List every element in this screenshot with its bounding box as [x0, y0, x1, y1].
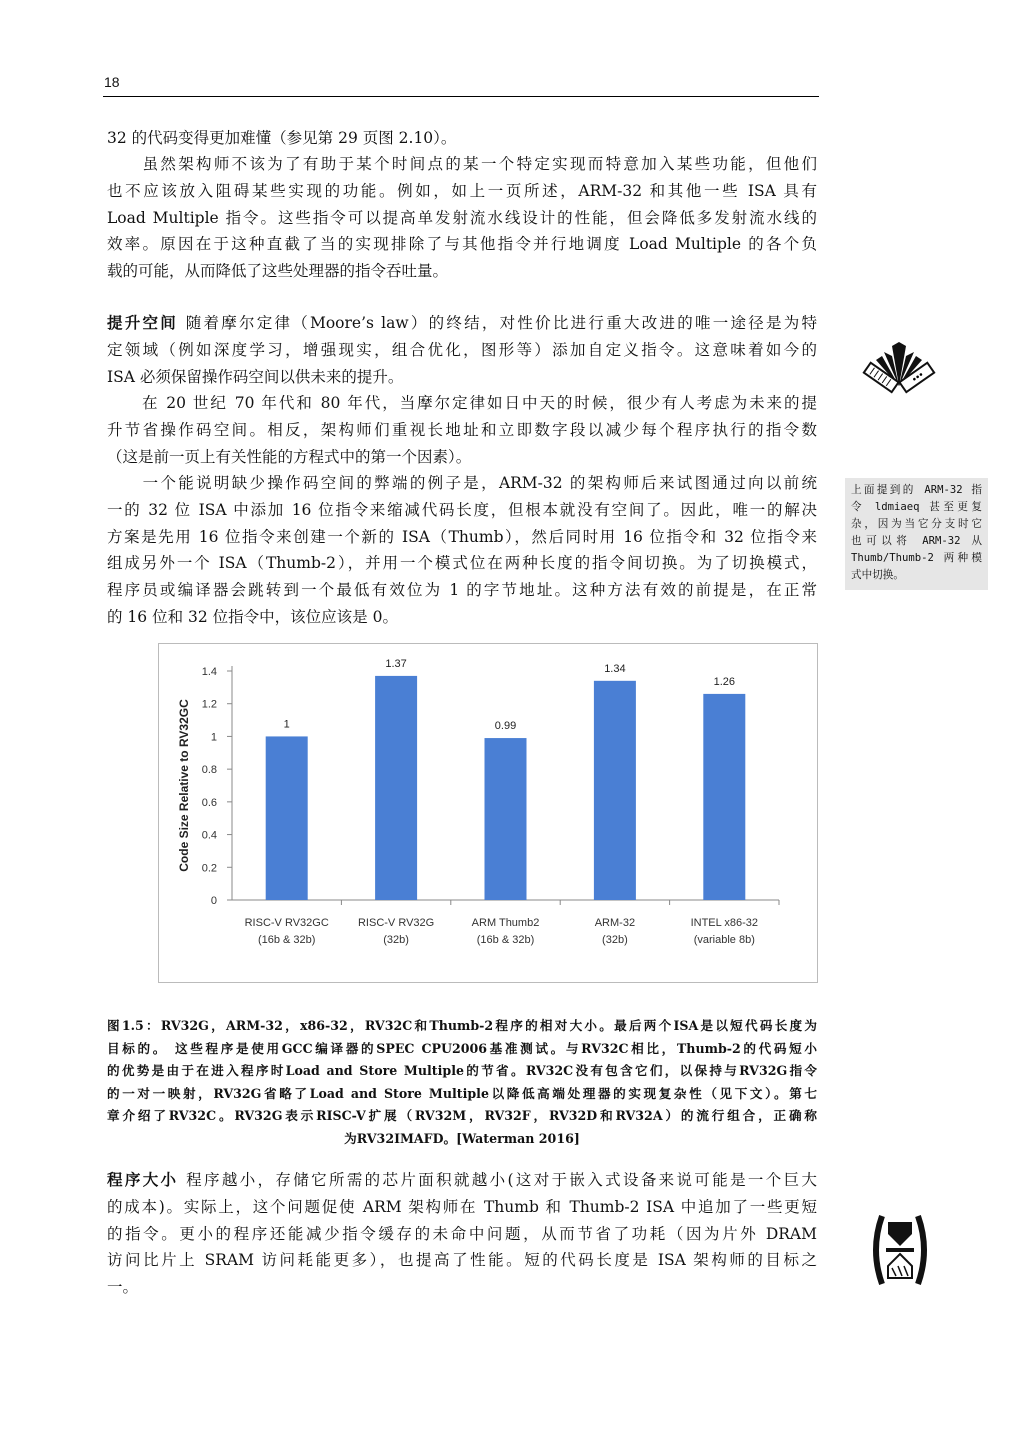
text: 效率。原因在于这种直截了当的实现排除了与其他指令并行地调度 Load Multiple 的各个负	[107, 235, 817, 254]
text: 载的可能，从而降低了这些处理器的指令吞吐量。	[107, 262, 449, 281]
x-tick-label: RISC-V RV32GC	[244, 917, 329, 929]
chart-svg	[159, 644, 817, 982]
caption-line: 为RV32IMAFD。[Waterman 2016]	[344, 1130, 580, 1146]
program-size-compress-icon	[868, 1212, 932, 1288]
text: 的指令。更小的程序还能减少指令缓存的未命中问题，从而节省了功耗（因为片外 DRAM	[107, 1224, 817, 1243]
paragraph-program-size	[107, 1167, 817, 1301]
text-line	[107, 550, 817, 577]
y-tick-label: 1	[210, 731, 217, 744]
sidenote	[845, 478, 988, 590]
text: 随着摩尔定律（Moore’s law）的终结，对性价比进行重大改进的唯一途径是为特	[185, 314, 817, 332]
opcode-space-fan-icon	[862, 342, 936, 394]
text-line	[107, 444, 817, 471]
text: 组成另外一个 ISA（Thumb-2），并用一个模式位在两种长度的指令间切换。为了切换模式，	[107, 554, 817, 573]
text: 一的 32 位 ISA 中添加 16 位指令来缩减代码长度，但根本就没有空间了。因此，唯一的解决	[107, 500, 817, 519]
text-line	[107, 258, 817, 285]
x-tick-label: INTEL x86-32	[690, 917, 759, 929]
text-line	[107, 310, 817, 337]
bar	[485, 738, 527, 900]
x-tick-label: (16b & 32b)	[257, 934, 316, 946]
text: 的 16 位和 32 位指令中，该位应该是 0。	[107, 607, 398, 626]
x-tick-label: ARM Thumb2	[471, 917, 540, 929]
sidenote-line: 上面提到的 ARM-32 指	[851, 484, 982, 496]
text: （这是前一页上有关性能的方程式中的第一个因素）。	[107, 447, 472, 466]
code-size-chart	[158, 643, 818, 983]
sidenote-line: Thumb/Thumb-2 两种模	[851, 552, 982, 564]
bar	[703, 694, 745, 900]
text-line	[107, 231, 817, 258]
text-line	[107, 178, 817, 205]
y-tick-label: 0.4	[201, 829, 217, 842]
text-line	[107, 497, 817, 524]
y-tick-label: 0.8	[201, 764, 217, 777]
text: 一个能说明缺少操作码空间的弊端的例子是，ARM-32 的架构师后来试图通过向以前统	[107, 474, 817, 492]
text-line	[107, 470, 817, 497]
paragraph-opcode-space	[107, 310, 817, 390]
text: 程序员或编译器会跳转到一个最低有效位为 1 的字节地址。这种方法有效的前提是，在正常	[107, 581, 817, 600]
text-line	[107, 125, 817, 152]
y-tick-label: 0	[210, 895, 217, 907]
paragraph-2	[107, 151, 817, 285]
data-label: 0.99	[494, 720, 517, 733]
sidenote-line: 杂，因为当它分支时它	[851, 518, 982, 530]
x-tick-label: (variable 8b)	[693, 934, 755, 946]
text-line	[107, 417, 817, 444]
text: 虽然架构师不该为了有助于某个时间点的某一个特定实现而特意加入某些功能，但他们	[107, 155, 817, 173]
caption-line: 的优势是由于在进入程序时Load and Store Multiple的节省。RV32C没有包含它们，以保持与RV32G指令	[107, 1063, 817, 1078]
figure-caption	[107, 1015, 817, 1150]
caption-line: 目标的。 这些程序是使用GCC编译器的SPEC CPU2006基准测试。与RV32C相比，Thumb-2的代码短小	[107, 1040, 817, 1056]
sidenote-line: 也可以将 ARM-32 从	[851, 535, 982, 547]
paragraph-4	[107, 390, 817, 470]
page-number: 18	[104, 74, 120, 90]
y-tick-label: 0.6	[201, 796, 217, 809]
data-label: 1.34	[604, 662, 626, 675]
bar	[375, 676, 417, 900]
text: 的成本)。实际上，这个问题促使 ARM 架构师在 Thumb 和 Thumb-2 ISA 中追加了一些更短	[107, 1197, 817, 1216]
section-heading: 程序大小	[107, 1171, 187, 1189]
x-tick-label: ARM-32	[594, 917, 636, 929]
sidenote-line: 式中切换。	[851, 569, 904, 581]
data-label: 1.37	[385, 657, 407, 670]
text: 访问比片上 SRAM 访问耗能更多），也提高了性能。短的代码长度是 ISA 架构师的目标之	[107, 1251, 817, 1270]
data-label: 1	[283, 718, 290, 731]
text: 32 的代码变得更加难懂（参见第 29 页图 2.10）。	[107, 129, 457, 147]
text-line	[107, 151, 817, 178]
bar	[594, 681, 636, 900]
text: 方案是先用 16 位指令来创建一个新的 ISA（Thumb），然后同时用 16 位指令和 32 位指令来	[107, 527, 817, 546]
text-line	[107, 1167, 817, 1194]
text: 也不应该放入阻碍某些实现的功能。例如，如上一页所述，ARM-32 和其他一些 ISA 具有	[107, 181, 817, 200]
x-tick-label: (32b)	[383, 934, 409, 946]
text: Load Multiple 指令。这些指令可以提高单发射流水线设计的性能，但会降低多发射流水线的	[107, 208, 817, 227]
bar	[266, 736, 308, 900]
y-tick-label: 1.4	[201, 666, 217, 678]
text: 一。	[107, 1278, 139, 1297]
text-line	[107, 524, 817, 551]
text-line	[107, 390, 817, 417]
text: ISA 必须保留操作码空间以供未来的提升。	[107, 367, 404, 386]
text-line	[107, 364, 817, 391]
text-line	[107, 1274, 817, 1301]
text-line	[107, 1194, 817, 1221]
text: 在 20 世纪 70 年代和 80 年代，当摩尔定律如日中天的时候，很少有人考虑为未来的提	[107, 394, 817, 412]
sidenote-line: 令 ldmiaeq 甚至更复	[851, 501, 982, 513]
text-line	[107, 337, 817, 364]
y-axis-title: Code Size Relative to RV32GC	[177, 699, 191, 872]
section-heading: 提升空间	[107, 314, 186, 332]
caption-line: 的一对一映射，RV32G省略了Load and Store Multiple以降低高端处理器的实现复杂性（见下文）。第七	[107, 1085, 817, 1101]
header-rule	[103, 96, 819, 97]
paragraph-1	[107, 125, 817, 152]
caption-line: 章介绍了RV32C。RV32G表示RISC-V扩展（RV32M，RV32F，RV32D和RV32A）的流行组合，正确称	[107, 1108, 817, 1123]
x-tick-label: (16b & 32b)	[476, 934, 535, 946]
x-tick-label: (32b)	[602, 934, 628, 946]
text: 程序越小，存储它所需的芯片面积就越小(这对于嵌入式设备来说可能是一个巨大	[186, 1171, 817, 1189]
data-label: 1.26	[713, 675, 736, 688]
paragraph-5	[107, 470, 817, 631]
text-line	[107, 604, 817, 631]
y-tick-label: 0.2	[201, 862, 217, 875]
text: 升节省操作码空间。相反，架构师们重视长地址和立即数字段以减少每个程序执行的指令数	[107, 420, 817, 439]
text-line	[107, 1247, 817, 1274]
text-line	[107, 577, 817, 604]
text-line	[107, 1221, 817, 1248]
caption-line: 图1.5：RV32G，ARM-32，x86-32，RV32C和Thumb-2程序的相对大小。最后两个ISA是以短代码长度为	[107, 1018, 817, 1033]
text-line	[107, 205, 817, 232]
text: 定领域（例如深度学习，增强现实，组合优化，图形等）添加自定义指令。这意味着如今的	[107, 340, 817, 359]
x-tick-label: RISC-V RV32G	[357, 917, 435, 929]
y-tick-label: 1.2	[201, 698, 217, 711]
